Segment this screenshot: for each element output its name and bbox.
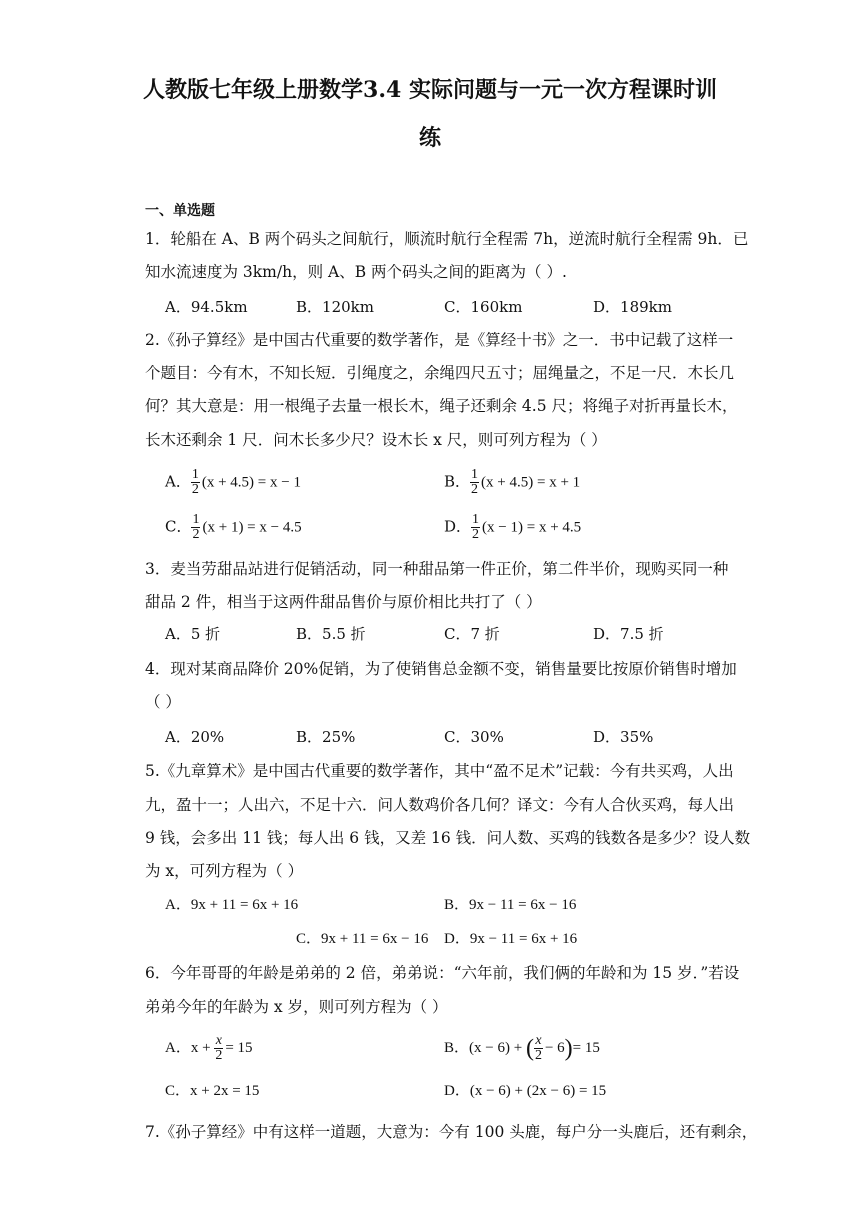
q1-line-1: 1．轮船在 A、B 两个码头之间航行，顺流时航行全程需 7h，逆流时航行全程需 9h．已: [145, 230, 749, 248]
q2-line-1: 2.《孙子算经》是中国古代重要的数学著作，是《算经十书》之一．书中记载了这样一: [145, 331, 734, 349]
q5-line-3: 9 钱，会多出 11 钱；每人出 6 钱，又差 16 钱．问人数、买鸡的钱数各是多少？设人数: [145, 829, 751, 847]
q3-option-d: D．7.5 折: [593, 625, 664, 643]
option-label: B．: [444, 472, 471, 491]
document-title: [120, 66, 740, 162]
fraction-denominator: 2: [534, 1048, 542, 1063]
q1-option-a: A．94.5km: [165, 298, 248, 316]
q3-line-1: 3．麦当劳甜品站进行促销活动，同一种甜品第一件正价，第二件半价，现购买同一种: [145, 560, 729, 578]
q3-line-2: 甜品 2 件，相当于这两件甜品售价与原价相比共打了（ ）: [145, 593, 542, 611]
expression-prefix: (x − 6) +: [469, 1039, 523, 1056]
q3-option-c: C．7 折: [444, 625, 500, 643]
expression-suffix: = 15: [225, 1039, 253, 1056]
fraction-numerator: 1: [471, 467, 479, 482]
section-heading: 一、单选题: [145, 203, 215, 219]
q6-line-2: 弟弟今年的年龄为 x 岁，则可列方程为（ ）: [145, 998, 448, 1016]
fraction: [471, 513, 480, 542]
q1-option-c: C．160km: [444, 298, 523, 316]
option-label: A．: [165, 472, 191, 491]
q5-line-2: 九，盈十一；人出六，不足十六．问人数鸡价各几何？译文：今有人合伙买鸡，每人出: [145, 796, 735, 814]
option-label: D．: [444, 517, 472, 536]
q6-line-1: 6．今年哥哥的年龄是弟弟的 2 倍，弟弟说：“六年前，我们俩的年龄和为 15 岁．”若设: [145, 964, 740, 982]
q5-line-4: 为 x，可列方程为（ ）: [145, 862, 304, 880]
expression-tail: − 6: [544, 1039, 565, 1056]
q2-option-b: [444, 468, 580, 497]
q3-option-b: B．5.5 折: [296, 625, 366, 643]
q6-option-c: C．x + 2x = 15: [165, 1083, 260, 1099]
option-expression: (x + 4.5) = x + 1: [481, 474, 581, 491]
q1-line-2: 知水流速度为 3km/h，则 A、B 两个码头之间的距离为（ ）.: [145, 263, 567, 281]
q6-option-d: D．(x − 6) + (2x − 6) = 15: [444, 1083, 607, 1099]
q4-option-b: B．25%: [296, 728, 356, 746]
fraction: [534, 1034, 543, 1063]
fraction-denominator: 2: [215, 1048, 223, 1063]
fraction: [214, 1034, 223, 1063]
fraction-numerator: x: [535, 1033, 542, 1048]
q4-line-2: （ ）: [145, 693, 181, 711]
q4-line-1: 4．现对某商品降价 20%促销，为了使销售总金额不变，销售量要比按原价销售时增加: [145, 660, 737, 678]
q6-option-a: [165, 1034, 253, 1063]
fraction: [470, 468, 479, 497]
option-expression: (x + 4.5) = x − 1: [201, 474, 301, 491]
q4-option-a: A．20%: [165, 728, 225, 746]
q2-line-3: 何？其大意是：用一根绳子去量一根长木，绳子还剩余 4.5 尺；将绳子对折再量长木，: [145, 397, 738, 415]
q5-line-1: 5.《九章算术》是中国古代重要的数学著作，其中“盈不足术”记载：今有共买鸡，人出: [145, 762, 734, 780]
fraction: [191, 468, 200, 497]
q5-option-a: A．9x + 11 = 6x + 16: [165, 897, 299, 913]
title-line-2: 练: [418, 125, 441, 151]
option-label: C．: [165, 517, 192, 536]
q2-line-2: 个题目：今有木，不知长短．引绳度之，余绳四尺五寸；屈绳量之，不足一尺．木长几: [145, 364, 735, 382]
q2-option-c: [165, 513, 302, 542]
q3-option-a: A．5 折: [165, 625, 221, 643]
q4-option-c: C．30%: [444, 728, 504, 746]
q6-option-b: [444, 1034, 600, 1063]
q2-option-d: [444, 513, 581, 542]
fraction: [191, 513, 200, 542]
option-expression: (x + 1) = x − 4.5: [202, 519, 302, 536]
open-paren: (: [525, 1035, 534, 1062]
fraction-denominator: 2: [472, 527, 480, 542]
fraction-numerator: 1: [472, 512, 480, 527]
fraction-numerator: 1: [192, 512, 200, 527]
option-label: B．: [444, 1039, 470, 1056]
fraction-numerator: x: [215, 1033, 222, 1048]
fraction-denominator: 2: [471, 482, 479, 497]
q1-option-b: B．120km: [296, 298, 374, 316]
fraction-numerator: 1: [191, 467, 199, 482]
expression-prefix: x +: [190, 1039, 211, 1056]
q2-option-a: [165, 468, 301, 497]
q2-line-4: 长木还剩余 1 尺．问木长多少尺？设木长 x 尺，则可列方程为（ ）: [145, 431, 607, 449]
q4-option-d: D．35%: [593, 728, 654, 746]
q5-option-c: C．9x + 11 = 6x − 16: [296, 931, 429, 947]
close-paren: ): [564, 1035, 573, 1062]
q5-option-b: B．9x − 11 = 6x − 16: [444, 897, 577, 913]
fraction-denominator: 2: [191, 482, 199, 497]
expression-suffix: = 15: [572, 1039, 600, 1056]
option-label: A．: [165, 1039, 191, 1056]
q7-line-1: 7.《孙子算经》中有这样一道题，大意为：今有 100 头鹿，每户分一头鹿后，还有剩余，: [145, 1123, 758, 1141]
q1-option-d: D．189km: [593, 298, 672, 316]
q5-option-d: D．9x − 11 = 6x + 16: [444, 931, 578, 947]
title-line-1: 人教版七年级上册数学3.4 实际问题与一元一次方程课时训: [143, 77, 717, 103]
option-expression: (x − 1) = x + 4.5: [482, 519, 582, 536]
fraction-denominator: 2: [192, 527, 200, 542]
